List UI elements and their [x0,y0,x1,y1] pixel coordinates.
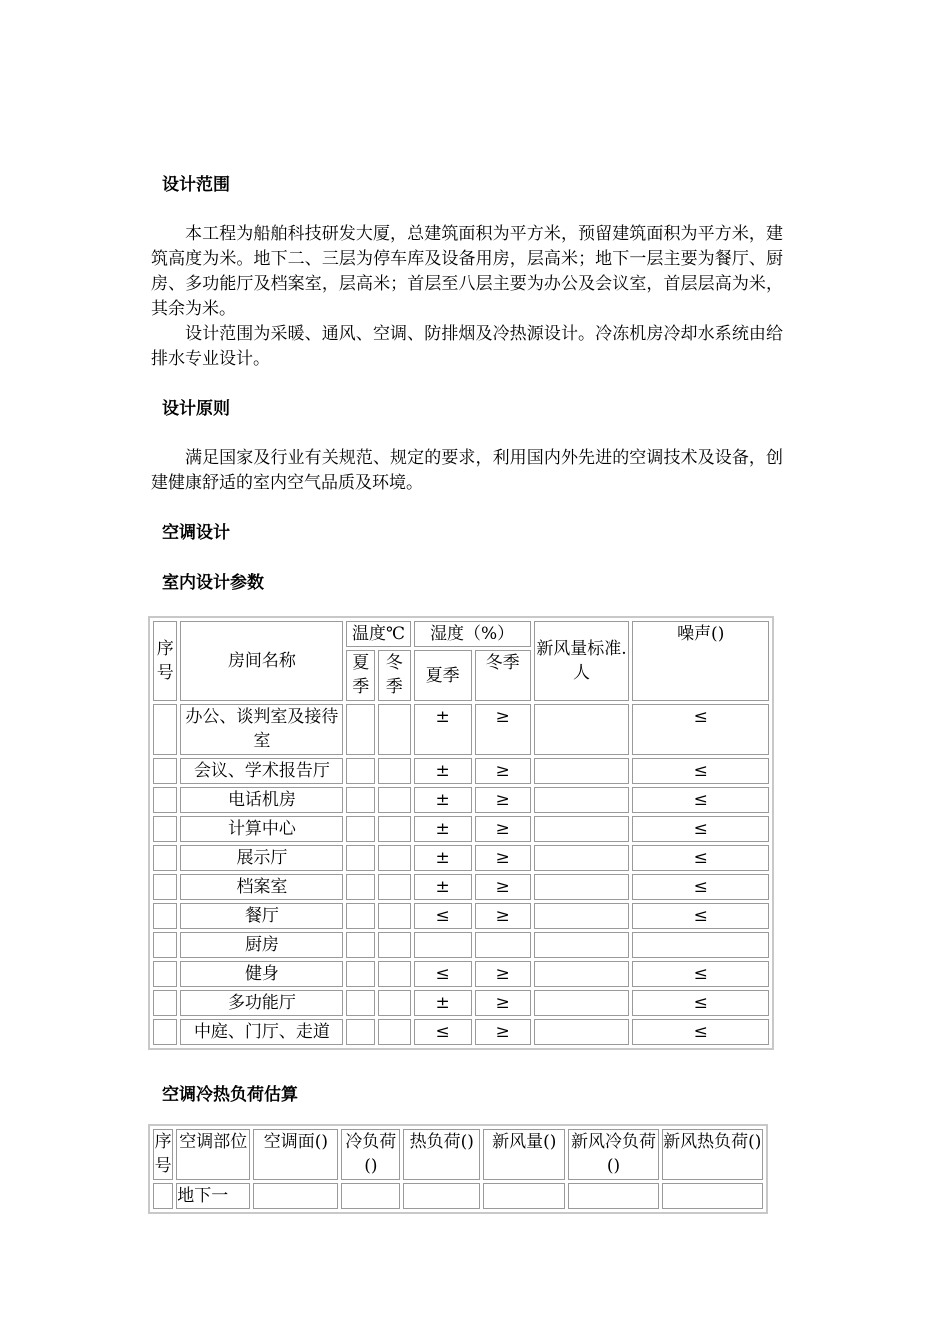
header-noise: 噪声() [632,621,769,701]
hum-summer-cell: ± [414,990,472,1016]
heading-load-estimation: 空调冷热负荷估算 [162,1085,298,1105]
indoor-parameters-table [148,616,774,1050]
table-row [153,758,769,784]
room-name-cell: 会议、学术报告厅 [180,758,343,784]
hum-summer-cell: ± [414,787,472,813]
hum-winter-cell: ≥ [475,704,531,755]
hum-winter-cell [475,932,531,958]
header-no: 序号 [153,621,177,701]
header-cooling-load: 冷负荷() [341,1129,400,1180]
table1-header-row1 [153,621,769,647]
hum-summer-cell: ± [414,845,472,871]
hum-summer-cell: ± [414,874,472,900]
table-row [153,961,769,987]
paragraph-design-scope: 设计范围为采暖、通风、空调、防排烟及冷热源设计。冷冻机房冷却水系统由给排水专业设计。 [151,324,783,369]
heading-design-principle: 设计原则 [162,399,230,419]
hum-winter-cell: ≥ [475,1019,531,1045]
header-fresh-air: 新风量标准.人 [534,621,630,701]
header-hum-summer: 夏季 [414,650,472,701]
header-ac-area: 空调面() [253,1129,338,1180]
table-row [153,845,769,871]
noise-cell: ≤ [632,704,769,755]
hum-summer-cell: ± [414,704,472,755]
table-row [153,787,769,813]
room-name-cell: 多功能厅 [180,990,343,1016]
header-temperature: 温度℃ [346,621,410,647]
noise-cell: ≤ [632,787,769,813]
hum-summer-cell [414,932,472,958]
hum-winter-cell: ≥ [475,961,531,987]
table-row [153,1183,763,1209]
hum-summer-cell: ± [414,816,472,842]
room-name-cell: 厨房 [180,932,343,958]
noise-cell [632,932,769,958]
header-room-name: 房间名称 [180,621,343,701]
hum-summer-cell: ≤ [414,903,472,929]
header-heating-load: 热负荷() [403,1129,480,1180]
hum-winter-cell: ≥ [475,903,531,929]
table-row [153,874,769,900]
table-row [153,704,769,755]
noise-cell: ≤ [632,845,769,871]
header-hum-winter: 冬季 [475,650,531,701]
noise-cell: ≤ [632,903,769,929]
load-estimation-table [148,1124,768,1214]
noise-cell: ≤ [632,758,769,784]
noise-cell: ≤ [632,1019,769,1045]
header-humidity: 湿度（%） [414,621,531,647]
room-name-cell: 档案室 [180,874,343,900]
table-row [153,932,769,958]
noise-cell: ≤ [632,874,769,900]
header-fresh-air-volume: 新风量() [483,1129,565,1180]
table-row [153,816,769,842]
hum-winter-cell: ≥ [475,990,531,1016]
noise-cell: ≤ [632,961,769,987]
header-temp-summer: 夏季 [346,650,375,701]
hum-winter-cell: ≥ [475,874,531,900]
noise-cell: ≤ [632,816,769,842]
hum-winter-cell: ≥ [475,758,531,784]
room-name-cell: 展示厅 [180,845,343,871]
hum-summer-cell: ≤ [414,961,472,987]
header-fresh-air-heating: 新风热负荷() [662,1129,763,1180]
table2-header-row [153,1129,763,1180]
heading-ac-design: 空调设计 [162,523,230,543]
hum-winter-cell: ≥ [475,787,531,813]
table-row [153,903,769,929]
hum-summer-cell: ± [414,758,472,784]
room-name-cell: 计算中心 [180,816,343,842]
heading-design-scope: 设计范围 [162,175,230,195]
paragraph-design-principle: 满足国家及行业有关规范、规定的要求，利用国内外先进的空调技术及设备，创建健康舒适的室内空气品质及环境。 [151,448,783,493]
paragraph-project-overview: 本工程为船舶科技研发大厦，总建筑面积为平方米，预留建筑面积为平方米，建筑高度为米。地下二、三层为停车库及设备用房，层高米；地下一层主要为餐厅、厨房、多功能厅及档案室，层高米；首层至八层主要为办公及会议室，首层层高为米，其余为米。 [151,224,783,319]
hum-winter-cell: ≥ [475,845,531,871]
header-fresh-air-cooling: 新风冷负荷() [568,1129,658,1180]
room-name-cell: 餐厅 [180,903,343,929]
header-no: 序号 [153,1129,173,1180]
hum-winter-cell: ≥ [475,816,531,842]
ac-part-cell: 地下一 [176,1183,250,1209]
room-name-cell: 电话机房 [180,787,343,813]
hum-summer-cell: ≤ [414,1019,472,1045]
noise-cell: ≤ [632,990,769,1016]
header-ac-part: 空调部位 [176,1129,250,1180]
table-row [153,990,769,1016]
room-name-cell: 健身 [180,961,343,987]
heading-indoor-parameters: 室内设计参数 [162,573,264,593]
table-row [153,1019,769,1045]
room-name-cell: 办公、谈判室及接待室 [180,704,343,755]
room-name-cell: 中庭、门厅、走道 [180,1019,343,1045]
header-temp-winter: 冬季 [378,650,411,701]
